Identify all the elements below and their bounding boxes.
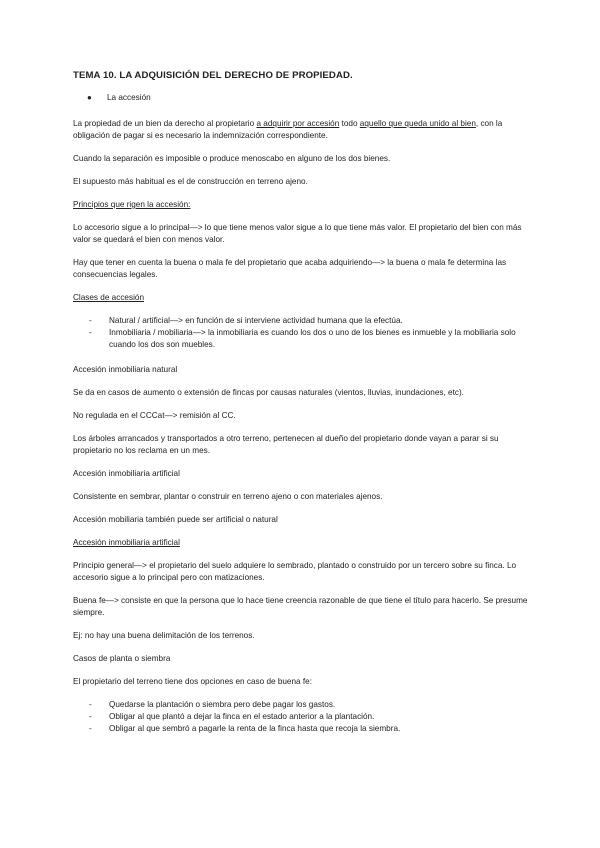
paragraph-separacion: Cuando la separación es imposible o produce menoscabo en alguno de los dos bienes. <box>73 154 391 163</box>
list-item-text: Quedarse la plantación o siembra pero debe pagar los gastos. <box>109 700 336 709</box>
dash-marker: - <box>89 316 92 325</box>
dash-marker: - <box>89 712 92 721</box>
document-page <box>73 70 528 748</box>
paragraph-accesorio: Lo accesorio sigue a lo principal—> lo que tiene menos valor sigue a lo que tiene más valor. El propietario del bien con más valor se quedará el bien con menos valor. <box>73 223 522 244</box>
paragraph-buena-mala-fe: Hay que tener en cuenta la buena o mala fe del propietario que acaba adquiriendo—> la buena o mala fe determina las consecuencias legales. <box>73 258 507 279</box>
dash-marker: - <box>89 700 92 709</box>
intro-text-mid: todo <box>339 119 360 128</box>
list-item-text: Inmobiliaria / mobiliaria—> la inmobiliaria es cuando los dos o uno de los bienes es inmueble y la mobiliaria solo cuando los dos son muebles. <box>109 328 516 349</box>
paragraph-aumento: Se da en casos de aumento o extensión de fincas por causas naturales (vientos, lluvias, inundaciones, etc). <box>73 388 464 397</box>
heading-principios: Principios que rigen la accesión: <box>73 200 191 209</box>
underlined-aquello: aquello que queda unido al bien <box>359 119 476 128</box>
dash-marker: - <box>89 328 92 337</box>
paragraph-arboles: Los árboles arrancados y transportados a otro terreno, pertenecen al dueño del propietario donde vayan a parar si su propietario no los reclama en un mes. <box>73 434 499 455</box>
paragraph-intro <box>73 118 528 142</box>
paragraph-principio-general: Principio general—> el propietario del suelo adquiere lo sembrado, plantado o construido por un tercero sobre su finca. Lo accesorio sigue a lo principal pero con matizaciones. <box>73 561 517 582</box>
paragraph-no-regulada: No regulada en el CCCat—> remisión al CC. <box>73 411 236 420</box>
paragraph-buena-fe-definicion: Buena fe—> consiste en que la persona que lo hace tiene creencia razonable de que tiene el título para hacerlo. Se presume siempre. <box>73 596 528 617</box>
list-item <box>89 327 528 351</box>
paragraph-consistente: Consistente en sembrar, plantar o construir en terreno ajeno o con materiales ajenos. <box>73 492 383 501</box>
intro-text-post: , con la obligación de pagar si es necesario la indemnización correspondiente. <box>73 119 503 140</box>
document-title: TEMA 10. LA ADQUISICIÓN DEL DERECHO DE PROPIEDAD. <box>73 70 353 81</box>
bullet-item <box>87 92 528 104</box>
list-opciones <box>89 699 528 735</box>
paragraph-ejemplo: Ej: no hay una buena delimitación de los terrenos. <box>73 631 255 640</box>
list-item <box>89 711 528 723</box>
list-item-text: Natural / artificial—> en función de si interviene actividad humana que la efectúa. <box>109 316 403 325</box>
heading-inmobiliaria-natural: Accesión inmobiliaria natural <box>73 365 178 374</box>
list-item-text: Obligar al que plantó a dejar la finca en el estado anterior a la plantación. <box>109 712 375 721</box>
heading-inmobiliaria-artificial: Accesión inmobiliaria artificial <box>73 469 180 478</box>
bullet-text: La accesión <box>107 93 151 102</box>
paragraph-opciones: El propietario del terreno tiene dos opciones en caso de buena fe: <box>73 677 312 686</box>
list-item <box>89 315 528 327</box>
underlined-adquirir: a adquirir por accesión <box>256 119 340 128</box>
intro-text-pre: La propiedad de un bien da derecho al propietario <box>73 119 257 128</box>
heading-casos-planta: Casos de planta o siembra <box>73 654 171 663</box>
heading-inmobiliaria-artificial-underlined: Accesión inmobiliaria artificial <box>73 538 180 547</box>
list-clases <box>89 315 528 351</box>
paragraph-mobiliaria: Accesión mobiliaria también puede ser artificial o natural <box>73 515 278 524</box>
heading-clases: Clases de accesión <box>73 293 144 302</box>
paragraph-supuesto: El supuesto más habitual es el de construcción en terreno ajeno. <box>73 177 308 186</box>
list-item <box>89 699 528 711</box>
list-item <box>89 723 528 735</box>
bullet-icon: ● <box>87 93 92 102</box>
dash-marker: - <box>89 724 92 733</box>
list-item-text: Obligar al que sembró a pagarle la renta de la finca hasta que recoja la siembra. <box>109 724 401 733</box>
